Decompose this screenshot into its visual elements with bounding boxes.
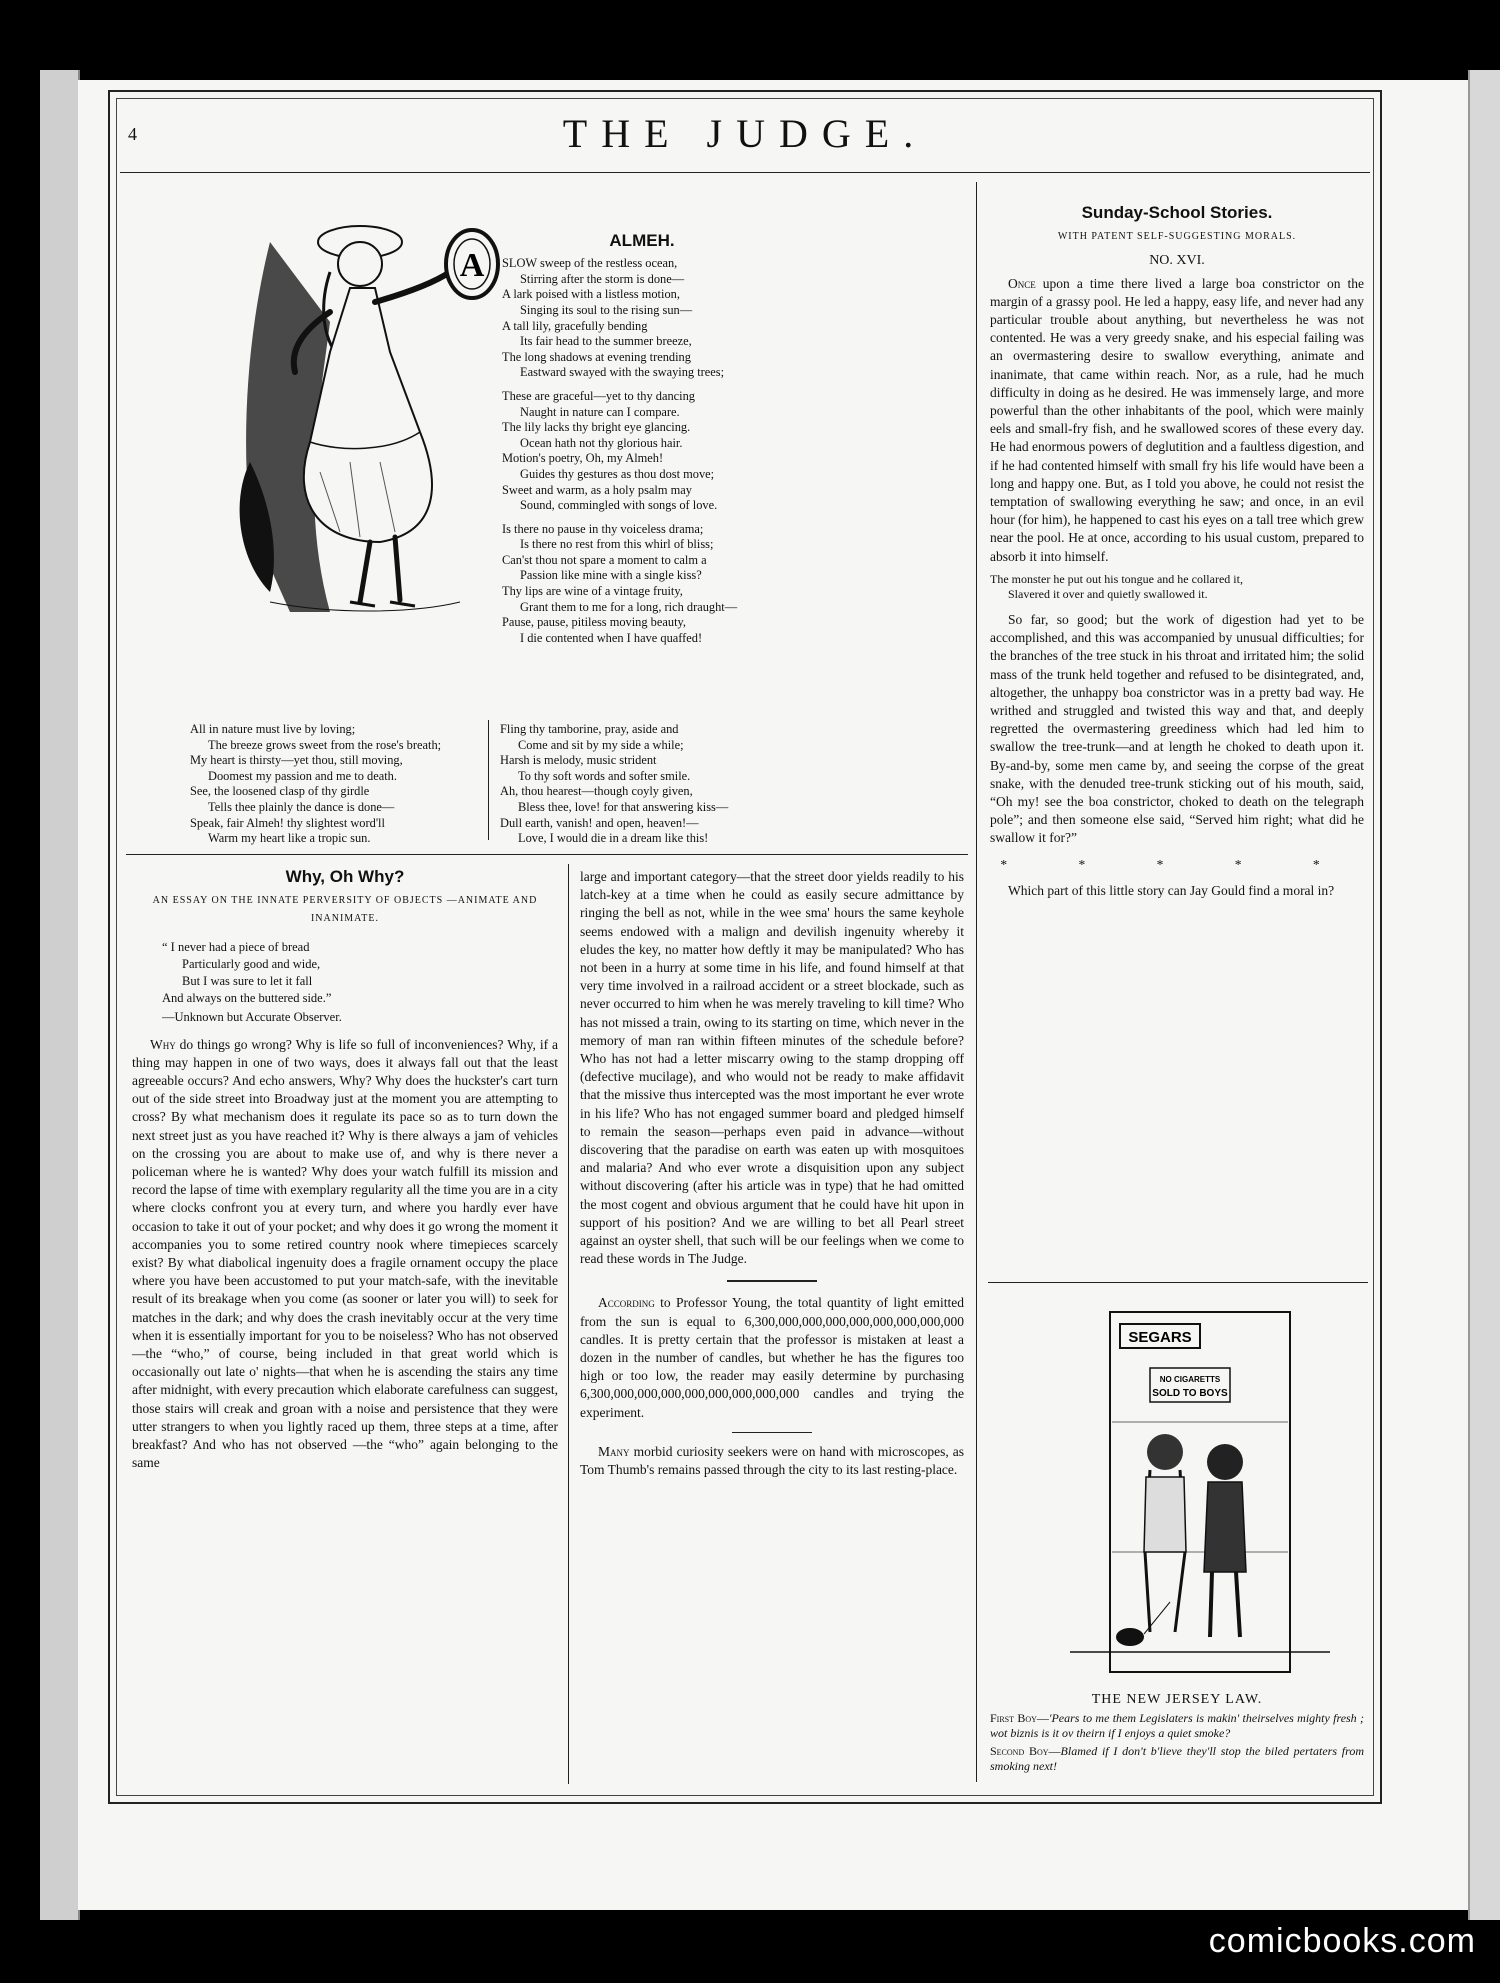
why-subtitle: AN ESSAY ON THE INNATE PERVERSITY OF OBJECTS —ANIMATE AND INANIMATE. bbox=[152, 895, 538, 925]
watermark: comicbooks.com bbox=[1208, 1922, 1476, 1960]
poem-line: The long shadows at evening trending bbox=[502, 349, 691, 364]
poem-line: Grant them to me for a long, rich draught— bbox=[520, 599, 738, 614]
why-lead-word: Why bbox=[150, 1036, 176, 1052]
poem-line: Stirring after the storm is done— bbox=[520, 271, 685, 286]
no-cigaretts-sign-line-2: SOLD TO BOYS bbox=[1152, 1388, 1228, 1399]
segars-sign: SEGARS bbox=[1128, 1329, 1192, 1346]
almeh-stanza bbox=[502, 389, 742, 514]
verse-line: Slavered it over and quietly swallowed it. bbox=[1008, 587, 1208, 602]
poem-line: To thy soft words and softer smile. bbox=[518, 768, 691, 783]
epigraph-line: Particularly good and wide, bbox=[182, 956, 321, 971]
verse-line: The monster he put out his tongue and he collared it, bbox=[990, 571, 1243, 586]
poem-line: Guides thy gestures as thou dost move; bbox=[520, 466, 715, 481]
column-rule-right bbox=[976, 182, 977, 1782]
sunday-number: NO. XVI. bbox=[1149, 253, 1205, 269]
second-boy-line: Blamed if I don't b'lieve they'll stop the biled pertaters from smoking next! bbox=[990, 1744, 1364, 1773]
why-oh-why-column-1 bbox=[132, 868, 558, 1478]
poem-bottom-rule bbox=[126, 854, 968, 855]
sunday-stars: * * * * * bbox=[1000, 856, 1354, 872]
epigraph-line: And always on the buttered side.” bbox=[162, 990, 332, 1005]
why-paragraph-1: do things go wrong? Why is life so full of inconveniences? Why, if a thing may happen in one of two ways, does it always fall out that the least agreeable occurs? And echo answers, Why? Why does the huckster's cart turn out of the side street into Broadway just at the moment you are attempting to cross? By what mechanism does it regulate its pace so as to turn down the next street just as you have reached it? Why is there always a jam of vehicles on the crossing you are about to make use of, and why is there never a policeman where he is wanted? Why does your watch fulfill its mission and record the lapse of time with exemplary regularity all the time you are in a city where clocks confront you at every turn, and where you hardly ever have occasion to take it out of your pocket; and why does it go wrong the moment it accompanies you to some retired country nook where timepieces scarcely exist? By what diabolical ingenuity does a fragile ornament occupy the place where you have been accustomed to put your match-safe, with the inevitable result of its breakage when you come (as sooner or later you will) to seek for matches in the dark; and why does the crash inevitably occur at the very time when it is essentially important for you to be noiseless? Who has not observed—the “who,” of course, being included in that great world which is occasionally out late o' nights—that when he is ascending the stairs any time after midnight, with every precaution which elaborate carefulness can suggest, those stairs will creak and groan with a noise and persistence that they were utter strangers to when you lightly raced up them, three steps at a time, after breakfast? And who has not observed —the “who” again belonging to the same bbox=[132, 1036, 558, 1471]
sunday-paragraph-2: So far, so good; but the work of digestion had yet to be accomplished, and this was accompanied by unusual difficulties; for the branches of the tree stuck in his throat and irritated him; the solid mass of the trunk held together and refused to be disintegrated, and, altogether, the unhappy boa constrictor was in a pretty bad way. He writhed and struggled and twisted this way and that, and deeply regretted the overmastering greediness which had led him to swallow the tree-trunk—and at length he choked to death upon it. By-and-by, some men came by, and seeing the corpse of the great snake, with the denuded tree-trunk sticking out of his mouth, said, “Oh my! see the boa constrictor, choked to death on the telegraph pole”; and then someone else said, “Served him right; what did he swallow it for?” bbox=[990, 612, 1364, 846]
first-boy-line: 'Pears to me them Legislaters is makin' theirselves mighty fresh ; wot biznis is it ov theirn if I enjoys a quiet smoke? bbox=[990, 1711, 1364, 1740]
why-oh-why-column-2 bbox=[580, 868, 964, 1485]
new-jersey-cartoon bbox=[1050, 1302, 1340, 1682]
why-paragraph-2: large and important category—that the street door yields readily to his latch-key at a time when he could as easily secure admittance by ringing the bell as not, while in the wee sma' hours the same keyhole seems endowed with a malign and devilish ingenuity whereby it eludes the key, no matter how deftly it may be manipulated? Who has not been in a hurry at some time in his life, and found himself at that very time involved in a railroad accident or a street blockade, such as never occurred to him when he was merely traveling to kill time? Who has not missed a train, owing to its starting on time, which never in the memory of man ran within fifteen minutes of the schedule before? Who has not had a letter miscarry owing to the stamp dropping off (defective mucilage), and who would not be ready to make affidavit that the missive thus intercepted was the most important he ever wrote in his life? Who has not engaged summer board and pledged himself to remain the season—perhaps even paid in advance—without discovering that the paradise on earth was eaten up with mosquitoes and malaria? And who ever wrote a disquisition upon any subject without discovering (after his article was in type) that he had omitted the most cogent and obvious argument that he could have hit upon in support of his position? And we are willing to bet all Pearl street against an oyster shell, that such will be our feelings when we come to read these words in The Judge. bbox=[580, 869, 964, 1267]
masthead-title: THE JUDGE. bbox=[562, 111, 928, 156]
poem-line: I die contented when I have quaffed! bbox=[520, 630, 703, 645]
poem-line: Doomest my passion and me to death. bbox=[208, 768, 397, 783]
cartoon-title: THE NEW JERSEY LAW. bbox=[1091, 1692, 1263, 1707]
column-rule-middle bbox=[568, 864, 569, 1784]
poem-line: Can'st thou not spare a moment to calm a bbox=[502, 552, 707, 567]
almeh-stanzas bbox=[502, 256, 742, 646]
poem-line: Bless thee, love! for that answering kiss— bbox=[518, 799, 729, 814]
poem-line: Its fair head to the summer breeze, bbox=[520, 334, 692, 349]
poem-line: Pause, pause, pitiless moving beauty, bbox=[502, 615, 686, 630]
poem-line: The lily lacks thy bright eye glancing. bbox=[502, 420, 691, 435]
poem-line: Thy lips are wine of a vintage fruity, bbox=[502, 584, 683, 599]
epigraph-line: “ I never had a piece of bread bbox=[162, 939, 310, 954]
almeh-stanza bbox=[502, 256, 742, 381]
poem-line: See, the loosened clasp of thy girdle bbox=[190, 784, 370, 799]
poem-line: Naught in nature can I compare. bbox=[520, 404, 680, 419]
poem-line: Warm my heart like a tropic sun. bbox=[208, 831, 371, 846]
next-page-edge bbox=[1468, 70, 1500, 1920]
page-frame bbox=[108, 90, 1382, 1804]
poem-line: Ocean hath not thy glorious hair. bbox=[520, 435, 683, 450]
no-cigaretts-sign-line-1: NO CIGARETTS bbox=[1159, 1375, 1221, 1384]
almeh-stanza-divider bbox=[488, 720, 489, 840]
poem-line: Sweet and warm, as a holy psalm may bbox=[502, 482, 692, 497]
drop-cap-letter: A bbox=[459, 247, 485, 284]
poem-line: My heart is thirsty—yet thou, still moving, bbox=[190, 753, 403, 768]
first-boy-label: First Boy— bbox=[990, 1711, 1049, 1725]
young-paragraph: to Professor Young, the total quantity of light emitted from the sun is equal to 6,300,000,000,000,000,000,000,000,000 candles. It is pretty certain that the professor is mistaken at least a dozen in the number of candles, but whether he has the figures too high or too low, the reader may easily determine by purchasing 6,300,000,000,000,000,000,000,000,000 candles and trying the experiment. bbox=[580, 1295, 964, 1420]
poem-line: Singing its soul to the rising sun— bbox=[520, 302, 693, 317]
poem-line: Speak, fair Almeh! thy slightest word'll bbox=[190, 815, 385, 830]
almeh-stanza bbox=[502, 522, 742, 647]
short-divider bbox=[732, 1432, 812, 1433]
almeh-stanza-right bbox=[500, 722, 800, 847]
sunday-paragraph-1: upon a time there lived a large boa constrictor on the margin of a grassy pool. He led a happy, easy life, and never had any particular trouble about anything, but nevertheless he was not contented. He was a very greedy snake, and his especial failing was an overmastering desire to swallow everything, animate and inanimate, that came within reach. Nor, as a rule, had he much difficulty in doing as he desired. He was immensely large, and more powerful than the other inhabitants of the pool, which were mainly eels and small-fry fish, and he swallowed scores of these every day. He had enormous powers of deglutition and a faultless digestion, and if he had contented himself with small fry his life would have been a long and happy one. But, as I told you above, he could not resist the temptation of swallowing everything he saw; and once, in an evil hour (for him), he happened to cast his eyes on a tall tree which grew near the pool. He at once, according to his usual custom, prepared to absorb it into himself. bbox=[990, 275, 1364, 564]
poem-line: Is there no rest from this whirl of bliss; bbox=[520, 537, 714, 552]
dancer-illustration bbox=[210, 202, 500, 622]
poem-line: These are graceful—yet to thy dancing bbox=[502, 388, 696, 403]
young-lead-word: According bbox=[598, 1295, 655, 1311]
almeh-poem-right bbox=[502, 232, 742, 654]
almeh-stanza-left bbox=[190, 722, 480, 847]
section-divider bbox=[727, 1280, 817, 1282]
poem-line: Love, I would die in a dream like this! bbox=[518, 831, 709, 846]
scan-binding-edge bbox=[40, 70, 80, 1920]
poem-line: Fling thy tamborine, pray, aside and bbox=[500, 722, 679, 736]
poem-line: Sound, commingled with songs of love. bbox=[520, 498, 718, 513]
poem-line: Eastward swayed with the swaying trees; bbox=[520, 365, 725, 380]
poem-line: Is there no pause in thy voiceless drama; bbox=[502, 521, 704, 536]
poem-line: Come and sit by my side a while; bbox=[518, 737, 684, 752]
second-boy-label: Second Boy— bbox=[990, 1744, 1061, 1758]
thumb-lead-word: Many bbox=[598, 1443, 630, 1459]
why-epigraph bbox=[162, 939, 558, 1007]
epigraph-line: But I was sure to let it fall bbox=[182, 973, 313, 988]
poem-line: Tells thee plainly the dance is done— bbox=[208, 799, 395, 814]
sunday-verse bbox=[990, 572, 1364, 603]
masthead-rule bbox=[120, 172, 1370, 173]
sunday-moral: Which part of this little story can Jay Gould find a moral in? bbox=[1008, 882, 1335, 898]
poem-line: Ah, thou hearest—though coyly given, bbox=[500, 784, 693, 799]
poem-line: Harsh is melody, music strident bbox=[500, 753, 657, 768]
poem-line: SLOW sweep of the restless ocean, bbox=[502, 256, 678, 271]
poem-line: A lark poised with a listless motion, bbox=[502, 287, 680, 302]
poem-line: Passion like mine with a single kiss? bbox=[520, 568, 702, 583]
sunday-school-column bbox=[990, 204, 1364, 906]
poem-line: Dull earth, vanish! and open, heaven!— bbox=[500, 815, 699, 830]
poem-line: A tall lily, gracefully bending bbox=[502, 318, 648, 333]
cartoon-caption bbox=[990, 1692, 1364, 1774]
why-epigraph-attribution: —Unknown but Accurate Observer. bbox=[162, 1009, 342, 1024]
poem-line: Motion's poetry, Oh, my Almeh! bbox=[502, 451, 664, 466]
poem-line: The breeze grows sweet from the rose's breath; bbox=[208, 737, 442, 752]
sunday-lead-word: Once bbox=[1008, 275, 1036, 291]
almeh-title: ALMEH. bbox=[609, 231, 675, 250]
why-title: Why, Oh Why? bbox=[285, 867, 405, 886]
poem-line: All in nature must live by loving; bbox=[190, 722, 356, 736]
sunday-subtitle: WITH PATENT SELF-SUGGESTING MORALS. bbox=[1057, 231, 1297, 243]
page-number: 4 bbox=[128, 124, 137, 144]
sunday-title: Sunday-School Stories. bbox=[1081, 203, 1273, 222]
thumb-paragraph: morbid curiosity seekers were on hand with microscopes, as Tom Thumb's remains passed through the city to its last resting-place. bbox=[580, 1443, 964, 1478]
cartoon-top-rule bbox=[988, 1282, 1368, 1283]
